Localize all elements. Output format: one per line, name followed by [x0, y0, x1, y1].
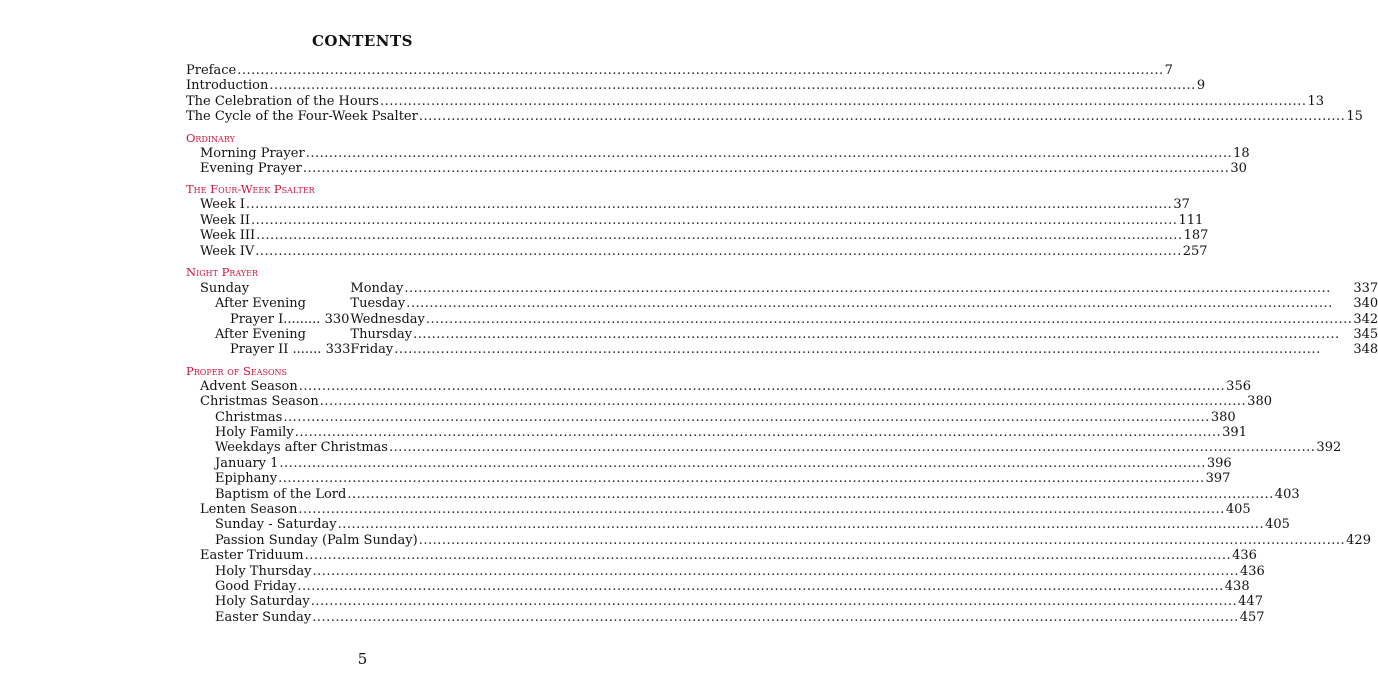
entry-page: 380	[1247, 394, 1272, 410]
entry-page: 333	[325, 342, 351, 358]
table-of-contents	[186, 63, 1378, 625]
toc-entry[interactable]	[186, 440, 1342, 456]
entry-label: Christmas Season	[200, 394, 319, 410]
entry-page: 356	[1226, 378, 1251, 394]
leader-dots	[419, 533, 1345, 548]
toc-entry[interactable]	[186, 243, 1208, 259]
toc-entry[interactable]	[186, 517, 1290, 533]
toc-entry[interactable]	[200, 312, 350, 327]
entry-label: January 1	[215, 455, 279, 471]
leader-dots	[404, 281, 1352, 296]
toc-entry[interactable]	[186, 548, 1257, 564]
entry-page: 348	[1353, 342, 1378, 358]
entry-label: Morning Prayer	[200, 145, 305, 161]
entry-label: Weekdays after Christmas	[215, 440, 388, 456]
leader-dots	[347, 487, 1273, 502]
leader-dots	[279, 456, 1205, 471]
leader-dots	[320, 394, 1246, 409]
entry-page: 15	[1346, 109, 1363, 125]
after-evening-label: After Evening	[215, 327, 306, 343]
entry-page: 429	[1346, 532, 1371, 548]
leader-dots	[246, 197, 1172, 212]
leader-dots	[313, 564, 1239, 579]
entry-label: Preface	[186, 63, 237, 78]
leader-dots	[426, 312, 1352, 327]
toc-entry[interactable]	[186, 78, 1206, 94]
entry-label: Thursday	[350, 327, 413, 343]
entry-label: Week I	[200, 197, 245, 213]
entry-label: Passion Sunday (Palm Sunday)	[215, 532, 418, 548]
leader-dots	[237, 63, 1163, 78]
toc-entry[interactable]	[350, 296, 1378, 311]
leader-dots	[413, 327, 1352, 342]
leader-dots	[255, 244, 1181, 259]
entry-label: The Celebration of the Hours	[186, 93, 379, 109]
toc-entry[interactable]	[186, 145, 1250, 161]
toc-entry[interactable]	[186, 563, 1265, 579]
entry-label: Epiphany	[215, 471, 278, 487]
entry-label: Friday	[350, 342, 394, 358]
entry-label: The Cycle of the Four-Week Psalter	[186, 109, 418, 125]
toc-entry[interactable]	[350, 312, 1378, 327]
entry-page: 7	[1164, 63, 1173, 78]
entry-page: 345	[1353, 327, 1378, 343]
entry-label: Week IV	[200, 243, 255, 259]
section-heading-proper-of-seasons: Proper of Seasons	[186, 363, 288, 378]
toc-entry[interactable]	[186, 394, 1272, 410]
entry-page: 392	[1316, 440, 1342, 456]
leader-dots	[305, 548, 1231, 563]
entry-label: Prayer I	[230, 311, 284, 327]
page-number: 5	[357, 650, 368, 668]
entry-label: Introduction	[186, 78, 269, 94]
night-prayer-sunday-column	[186, 281, 350, 358]
entry-label: Evening Prayer	[200, 160, 302, 176]
leader-dots	[380, 94, 1306, 109]
night-prayer-weekday-column	[350, 281, 1378, 358]
entry-label: Wednesday	[350, 311, 425, 327]
contents-title: CONTENTS	[311, 32, 414, 50]
entry-page: 37	[1173, 197, 1190, 213]
leader-dots	[312, 610, 1238, 625]
entry-page: 340	[1353, 296, 1378, 312]
toc-entry[interactable]	[186, 378, 1251, 394]
entry-page: 397	[1205, 471, 1231, 487]
leader-dots: .......	[292, 342, 322, 358]
toc-entry[interactable]	[350, 342, 1378, 357]
toc-entry[interactable]	[186, 93, 1324, 109]
toc-entry[interactable]	[186, 409, 1236, 425]
toc-entry[interactable]	[186, 486, 1300, 502]
entry-page: 436	[1232, 548, 1257, 564]
entry-label: Week II	[200, 212, 250, 228]
entry-page: 396	[1206, 455, 1232, 471]
leader-dots	[251, 213, 1177, 228]
toc-entry[interactable]	[186, 609, 1265, 625]
leader-dots	[306, 146, 1232, 161]
entry-label: Easter Triduum	[200, 548, 304, 564]
entry-label: Christmas	[215, 409, 283, 425]
toc-entry[interactable]	[200, 342, 350, 357]
toc-entry[interactable]	[186, 594, 1263, 610]
toc-entry[interactable]	[186, 425, 1247, 441]
entry-label: Advent Season	[200, 378, 298, 394]
section-heading-night-prayer: Night Prayer	[186, 264, 258, 279]
entry-page: 9	[1196, 78, 1206, 94]
leader-dots	[406, 296, 1352, 311]
entry-page: 405	[1225, 501, 1251, 517]
toc-entry[interactable]	[186, 228, 1209, 244]
entry-page: 403	[1274, 486, 1300, 502]
leader-dots	[389, 440, 1315, 455]
leader-dots	[297, 579, 1223, 594]
entry-label: Sunday - Saturday	[215, 517, 337, 533]
entry-page: 30	[1230, 160, 1247, 176]
night-prayer-columns	[186, 280, 1378, 358]
entry-page: 330	[324, 311, 350, 327]
entry-page: 438	[1224, 578, 1250, 594]
leader-dots	[298, 502, 1224, 517]
entry-page: 436	[1240, 563, 1265, 579]
entry-page: 13	[1307, 93, 1324, 109]
toc-entry[interactable]	[186, 532, 1371, 548]
leader-dots	[311, 594, 1237, 609]
leader-dots	[278, 471, 1204, 486]
entry-page: 257	[1182, 243, 1208, 259]
entry-label: Holy Family	[215, 425, 294, 441]
toc-entry[interactable]	[186, 63, 1173, 78]
toc-entry[interactable]	[350, 281, 1378, 296]
leader-dots: .........	[283, 311, 321, 327]
entry-page: 342	[1353, 311, 1378, 327]
entry-label: Holy Thursday	[215, 563, 312, 579]
after-evening-label: After Evening	[215, 296, 306, 312]
toc-entry[interactable]	[186, 197, 1190, 213]
entry-page: 380	[1210, 409, 1236, 425]
entry-page: 337	[1353, 280, 1378, 296]
entry-label: Prayer II	[230, 342, 289, 358]
leader-dots	[295, 425, 1221, 440]
entry-page: 18	[1233, 145, 1250, 161]
leader-dots	[269, 78, 1195, 93]
leader-dots	[394, 342, 1352, 357]
entry-label: Monday	[350, 280, 404, 296]
entry-label: Holy Saturday	[215, 594, 310, 610]
entry-label: Good Friday	[215, 578, 297, 594]
leader-dots	[256, 228, 1182, 243]
entry-page: 405	[1265, 517, 1290, 533]
section-heading-psalter: The Four-Week Psalter	[186, 182, 315, 197]
leader-dots	[283, 410, 1209, 425]
toc-entry[interactable]	[186, 578, 1250, 594]
toc-entry[interactable]	[186, 109, 1363, 125]
entry-page: 391	[1222, 425, 1247, 441]
entry-label: Tuesday	[350, 296, 406, 312]
entry-page: 457	[1239, 609, 1265, 625]
entry-label: Lenten Season	[200, 501, 298, 517]
leader-dots	[338, 517, 1264, 532]
toc-entry[interactable]	[186, 501, 1251, 517]
entry-page: 111	[1178, 212, 1204, 228]
leader-dots	[303, 161, 1229, 176]
leader-dots	[299, 379, 1225, 394]
entry-label: Easter Sunday	[215, 609, 312, 625]
toc-entry[interactable]	[186, 212, 1204, 228]
section-heading-ordinary: Ordinary	[186, 130, 235, 145]
front-matter-list	[186, 63, 1363, 125]
leader-dots	[419, 109, 1345, 124]
entry-page: 187	[1183, 228, 1209, 244]
toc-entry[interactable]	[186, 160, 1247, 176]
toc-entry[interactable]	[186, 455, 1232, 471]
entry-label: Week III	[200, 228, 256, 244]
toc-entry[interactable]	[350, 327, 1378, 342]
entry-page: 447	[1238, 594, 1263, 610]
entry-label: Baptism of the Lord	[215, 486, 347, 502]
toc-entry[interactable]	[186, 471, 1231, 487]
sunday-label: Sunday	[200, 280, 250, 296]
